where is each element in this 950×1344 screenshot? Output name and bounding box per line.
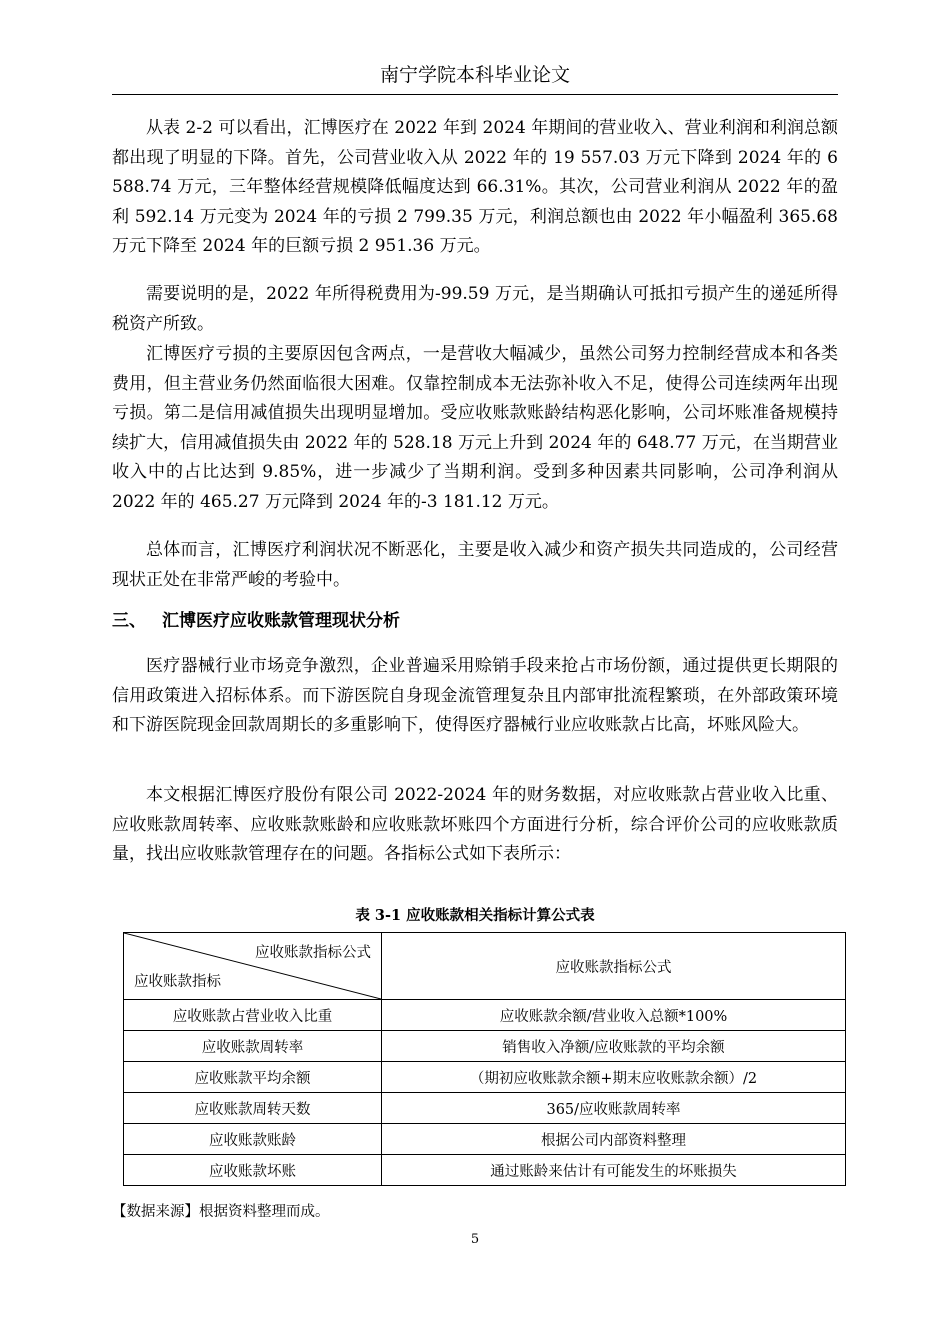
table-cell-formula: （期初应收账款余额+期末应收账款余额）/2 [382, 1062, 846, 1093]
table-cell-indicator: 应收账款周转率 [124, 1031, 382, 1062]
paragraph-summary: 总体而言，汇博医疗利润状况不断恶化，主要是收入减少和资产损失共同造成的，公司经营现状正处在非常严峻的考验中。 [112, 540, 838, 590]
table-header-row [124, 933, 846, 1000]
paragraph-method: 本文根据汇博医疗股份有限公司 2022-2024 年的财务数据，对应收账款占营业收入比重、应收账款周转率、应收账款账龄和应收账款坏账四个方面进行分析，综合评价公司的应收账款质量，找出应收账款管理存在的问题。各指标公式如下表所示： [112, 785, 838, 864]
formula-table [123, 932, 846, 1186]
table-cell-formula: 应收账款余额/营业收入总额*100% [382, 1000, 846, 1031]
page-number: 5 [470, 1232, 480, 1247]
paragraph-industry: 医疗器械行业市场竞争激烈，企业普遍采用赊销手段来抢占市场份额，通过提供更长期限的信用政策进入招标体系。而下游医院自身现金流管理复杂且内部审批流程繁琐，在外部政策环境和下游医院现金回款周期长的多重影响下，使得医疗器械行业应收账款占比高，坏账风险大。 [112, 656, 838, 735]
paragraph-profit-decline: 从表 2-2 可以看出，汇博医疗在 2022 年到 2024 年期间的营业收入、营业利润和利润总额都出现了明显的下降。首先，公司营业收入从 2022 年的 19 557.03 万元下降到 2024 年的 6 588.74 万元，三年整体经营规模降低幅度达到 66.31%。其次，公司营业利润从 2022 年的盈利 592.14 万元变为 2024 年的亏损 2 799.35 万元，利润总额也由 2022 年小幅盈利 365.68 万元下降至 2024 年的巨额亏损 2 951.36 万元。 [112, 118, 838, 256]
table-cell-indicator: 应收账款平均余额 [124, 1062, 382, 1093]
table-cell-indicator: 应收账款周转天数 [124, 1093, 382, 1124]
table-cell-indicator: 应收账款坏账 [124, 1155, 382, 1186]
table-cell-indicator: 应收账款账龄 [124, 1124, 382, 1155]
paragraph-loss-reasons: 汇博医疗亏损的主要原因包含两点，一是营收大幅减少，虽然公司努力控制经营成本和各类费用，但主营业务仍然面临很大困难。仅靠控制成本无法弥补收入不足，使得公司连续两年出现亏损。第二是信用减值损失出现明显增加。受应收账款账龄结构恶化影响，公司坏账准备规模持续扩大，信用减值损失由 2022 年的 528.18 万元上升到 2024 年的 648.77 万元，在当期营业收入中的占比达到 9.85%，进一步减少了当期利润。受到多种因素共同影响，公司净利润从 2022 年的 465.27 万元降到 2024 年的-3 181.12 万元。 [112, 344, 838, 512]
data-source-note: 【数据来源】根据资料整理而成。 [112, 1204, 330, 1220]
table-cell-formula: 通过账龄来估计有可能发生的坏账损失 [382, 1155, 846, 1186]
corner-label-bottom: 应收账款指标 [134, 974, 221, 990]
table-cell-indicator: 应收账款占营业收入比重 [124, 1000, 382, 1031]
table-cell-formula: 根据公司内部资料整理 [382, 1124, 846, 1155]
table-cell-formula: 销售收入净额/应收账款的平均余额 [382, 1031, 846, 1062]
table-row [124, 1093, 846, 1124]
section-number: 三、 [112, 611, 146, 631]
paragraph-tax-note: 需要说明的是，2022 年所得税费用为-99.59 万元，是当期确认可抵扣亏损产生的递延所得税资产所致。 [112, 284, 838, 334]
table-row [124, 1000, 846, 1031]
table-row [124, 1031, 846, 1062]
table-row [124, 1062, 846, 1093]
table-row [124, 1124, 846, 1155]
running-header: 南宁学院本科毕业论文 [379, 64, 570, 86]
table-corner-cell [124, 933, 382, 1000]
corner-label-top: 应收账款指标公式 [255, 945, 371, 961]
table-cell-formula: 365/应收账款周转率 [382, 1093, 846, 1124]
header-divider [112, 94, 838, 95]
section-heading [112, 607, 838, 636]
section-title: 汇博医疗应收账款管理现状分析 [162, 611, 400, 631]
table-row [124, 1155, 846, 1186]
table-header-formula: 应收账款指标公式 [382, 933, 846, 1000]
table-caption: 表 3-1 应收账款相关指标计算公式表 [355, 907, 595, 924]
